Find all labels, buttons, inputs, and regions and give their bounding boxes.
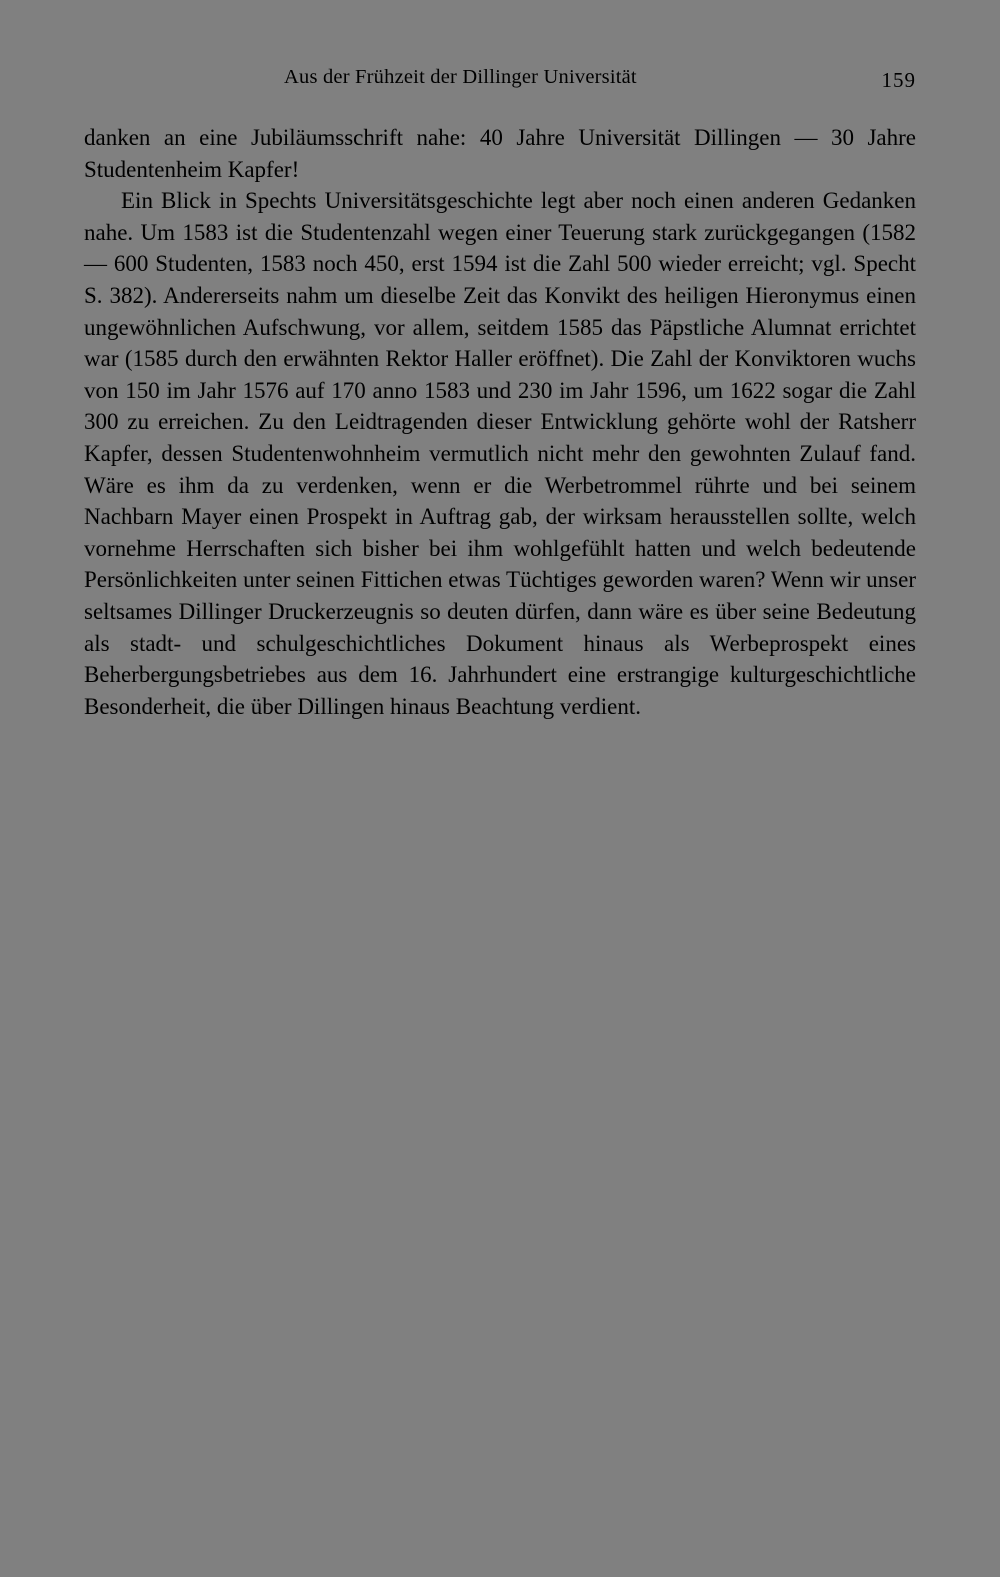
paragraph-1: danken an eine Jubiläumsschrift nahe: 40 Jahre Universität Dillingen — 30 Jahre Studentenheim Kapfer! (84, 125, 916, 182)
paragraph-2: Ein Blick in Spechts Universitätsgeschichte legt aber noch einen anderen Gedanken nahe. Um 1583 ist die Studentenzahl wegen einer Teuerung stark zurückgegangen (1582 — 600 Studenten, 1583 noch 450, erst 1594 ist die Zahl 500 wieder erreicht; vgl. Specht S. 382). Andererseits nahm um dieselbe Zeit das Konvikt des heiligen Hieronymus einen ungewöhnlichen Aufschwung, vor allem, seitdem 1585 das Päpstliche Alumnat errichtet war (1585 durch den erwähnten Rektor Haller eröffnet). Die Zahl der Konviktoren wuchs von 150 im Jahr 1576 auf 170 anno 1583 und 230 im Jahr 1596, um 1622 sogar die Zahl 300 zu erreichen. Zu den Leidtragenden dieser Entwicklung gehörte wohl der Ratsherr Kapfer, dessen Studentenwohnheim vermutlich nicht mehr den gewohnten Zulauf fand. Wäre es ihm da zu verdenken, wenn er die Werbetrommel rührte und bei seinem Nachbarn Mayer einen Prospekt in Auftrag gab, der wirksam herausstellen sollte, welch vornehme Herrschaften sich bisher bei ihm wohlgefühlt hatten und welch bedeutende Persönlichkeiten unter seinen Fittichen etwas Tüchtiges geworden waren? Wenn wir unser seltsames Dillinger Druckerzeugnis so deuten dürfen, dann wäre es über seine Bedeutung als stadt- und schulgeschichtliches Dokument hinaus als Werbeprospekt eines Beherbergungsbetriebes aus dem 16. Jahrhundert eine erstrangige kulturgeschichtliche Besonderheit, die über Dillingen hinaus Beachtung verdient. (84, 188, 916, 719)
running-head (84, 60, 916, 100)
body-text (84, 122, 916, 722)
running-title: Aus der Frühzeit der Dillinger Universität (284, 66, 637, 88)
page (84, 60, 916, 722)
page-number: 159 (881, 68, 916, 92)
